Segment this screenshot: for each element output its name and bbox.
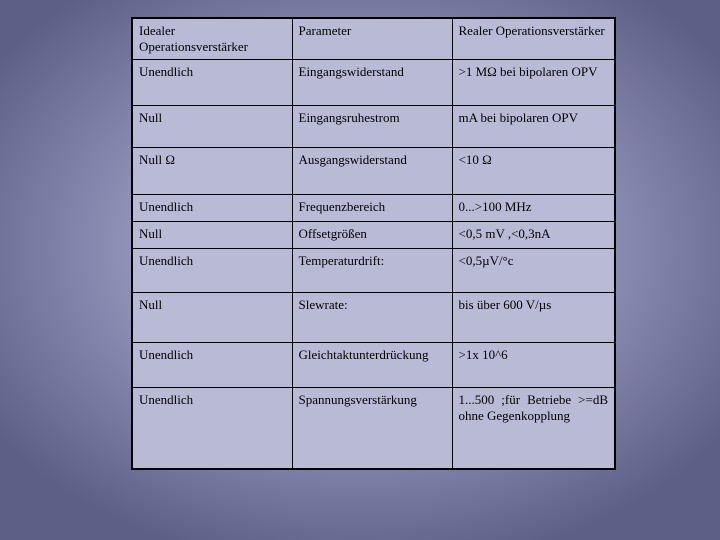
ideal-value-cell: Null bbox=[132, 105, 292, 147]
real-value-cell: <0,5 mV ,<0,3nA bbox=[452, 221, 615, 248]
real-value-cell: 1...500 ;für Betriebe >=dB ohne Gegenkopplung bbox=[452, 387, 615, 469]
table-row bbox=[132, 221, 615, 248]
table-row bbox=[132, 147, 615, 194]
parameter-cell: Offsetgrößen bbox=[292, 221, 452, 248]
ideal-value-cell: Unendlich bbox=[132, 387, 292, 469]
table-row bbox=[132, 194, 615, 221]
header-cell-real: Realer Operationsverstärker bbox=[452, 18, 615, 59]
table-row bbox=[132, 59, 615, 105]
parameter-cell: Spannungsverstärkung bbox=[292, 387, 452, 469]
parameter-cell: Eingangswiderstand bbox=[292, 59, 452, 105]
real-value-cell: >1 MΩ bei bipolaren OPV bbox=[452, 59, 615, 105]
header-cell-parameter: Parameter bbox=[292, 18, 452, 59]
table-row bbox=[132, 342, 615, 387]
table-header-row bbox=[132, 18, 615, 59]
parameter-cell: Eingangsruhestrom bbox=[292, 105, 452, 147]
table-row bbox=[132, 248, 615, 292]
ideal-value-cell: Null bbox=[132, 292, 292, 342]
real-value-cell: bis über 600 V/µs bbox=[452, 292, 615, 342]
parameter-cell: Gleichtaktunterdrückung bbox=[292, 342, 452, 387]
real-value-cell: <10 Ω bbox=[452, 147, 615, 194]
table-row bbox=[132, 387, 615, 469]
ideal-value-cell: Unendlich bbox=[132, 59, 292, 105]
ideal-value-cell: Null Ω bbox=[132, 147, 292, 194]
header-cell-ideal: Idealer Operationsverstärker bbox=[132, 18, 292, 59]
parameter-cell: Temperaturdrift: bbox=[292, 248, 452, 292]
parameter-cell: Frequenzbereich bbox=[292, 194, 452, 221]
ideal-value-cell: Null bbox=[132, 221, 292, 248]
parameter-cell: Ausgangswiderstand bbox=[292, 147, 452, 194]
real-value-cell: >1x 10^6 bbox=[452, 342, 615, 387]
real-value-cell: mA bei bipolaren OPV bbox=[452, 105, 615, 147]
parameter-cell: Slewrate: bbox=[292, 292, 452, 342]
opamp-comparison-table bbox=[131, 17, 616, 470]
table-row bbox=[132, 292, 615, 342]
table-row bbox=[132, 105, 615, 147]
real-value-cell: <0,5µV/°c bbox=[452, 248, 615, 292]
ideal-value-cell: Unendlich bbox=[132, 194, 292, 221]
ideal-value-cell: Unendlich bbox=[132, 342, 292, 387]
ideal-value-cell: Unendlich bbox=[132, 248, 292, 292]
real-value-cell: 0...>100 MHz bbox=[452, 194, 615, 221]
